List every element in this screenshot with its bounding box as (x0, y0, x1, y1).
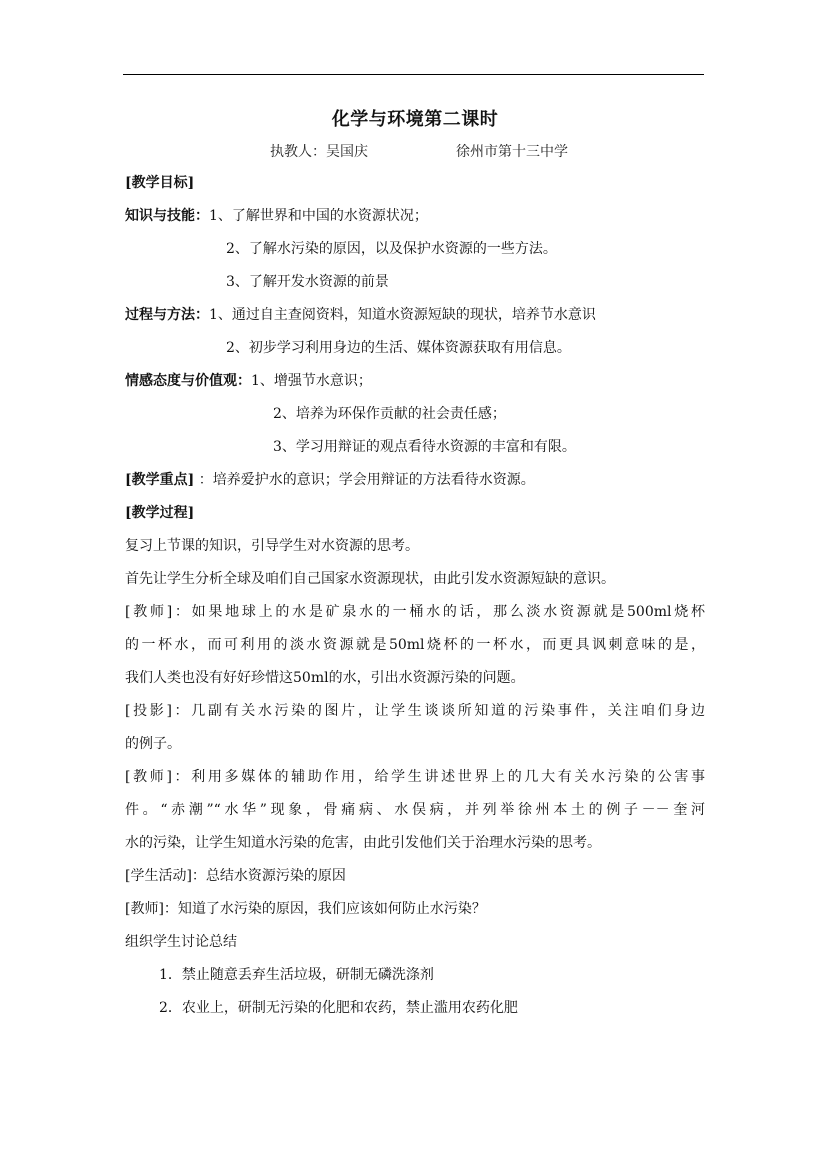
measure-item: 1．禁止随意丢弃生活垃圾，研制无磷洗涤剂 (159, 967, 434, 983)
knowledge-label: 知识与技能： (125, 208, 209, 224)
knowledge-line-1 (125, 200, 705, 233)
knowledge-item: 3、了解开发水资源的前景 (226, 274, 389, 290)
document-body (125, 103, 705, 1025)
goals-heading: [教学目标] (125, 175, 195, 191)
process-label: 过程与方法： (125, 307, 209, 323)
body-paragraph-line: 首先让学生分析全球及咱们自己国家水资源现状，由此引发水资源短缺的意识。 (125, 571, 615, 587)
attitude-label: 情感态度与价值观： (125, 373, 251, 389)
attitude-item: 2、培养为环保作贡献的社会责任感； (273, 406, 506, 422)
body-paragraph-line: 的一杯水，而可利用的淡水资源就是50ml烧杯的一杯水，而更具讽刺意味的是， (125, 637, 705, 653)
school: 徐州市第十三中学 (456, 144, 568, 160)
process-line-1 (125, 299, 705, 332)
body-paragraph-line: [教师]：知道了水污染的原因，我们应该如何防止水污染？ (125, 901, 486, 917)
key-heading: [教学重点] (125, 472, 195, 488)
process-heading: [教学过程] (125, 505, 195, 521)
knowledge-item: 2、了解水污染的原因，以及保护水资源的一些方法。 (226, 241, 557, 257)
key-text: ：培养爱护水的意识；学会用辩证的方法看待水资源。 (198, 472, 535, 488)
body-paragraph-line: 复习上节课的知识，引导学生对水资源的思考。 (125, 538, 419, 554)
body-paragraph-line: 组织学生讨论总结 (125, 934, 237, 950)
body-paragraph-line: [教师]：利用多媒体的辅助作用，给学生讲述世界上的几大有关水污染的公害事 (125, 769, 705, 785)
attitude-item: 3、学习用辩证的观点看待水资源的丰富和有限。 (273, 439, 576, 455)
body-paragraph-line: 我们人类也没有好好珍惜这50ml的水，引出水资源污染的问题。 (125, 670, 525, 686)
header-rule (123, 74, 704, 75)
byline (125, 137, 705, 167)
body-paragraph-line: [教师]：如果地球上的水是矿泉水的一桶水的话，那么淡水资源就是500ml烧杯 (125, 604, 705, 620)
attitude-item: 1、增强节水意识； (251, 373, 372, 389)
body-paragraph-line: [投影]：几副有关水污染的图片，让学生谈谈所知道的污染事件，关注咱们身边 (125, 703, 705, 719)
page-title: 化学与环境第二课时 (331, 109, 499, 130)
process-item: 2、初步学习利用身边的生活、媒体资源获取有用信息。 (226, 340, 571, 356)
body-paragraph-line: [学生活动]：总结水资源污染的原因 (125, 868, 346, 884)
body-paragraph-line: 件。“赤潮”“水华”现象，骨痛病、水俣病，并列举徐州本土的例子－－奎河 (125, 802, 705, 818)
knowledge-item: 1、了解世界和中国的水资源状况； (209, 208, 428, 224)
attitude-line-1 (125, 365, 705, 398)
body-paragraph-line: 的例子。 (125, 736, 181, 752)
measure-item: 2．农业上，研制无污染的化肥和农药，禁止滥用农药化肥 (159, 1000, 518, 1016)
process-item: 1、通过自主查阅资料，知道水资源短缺的现状，培养节水意识 (209, 307, 596, 323)
key-points (125, 464, 705, 497)
body-paragraph-line: 水的污染，让学生知道水污染的危害，由此引发他们关于治理水污染的思考。 (125, 835, 601, 851)
author: 执教人：吴国庆 (270, 144, 368, 160)
